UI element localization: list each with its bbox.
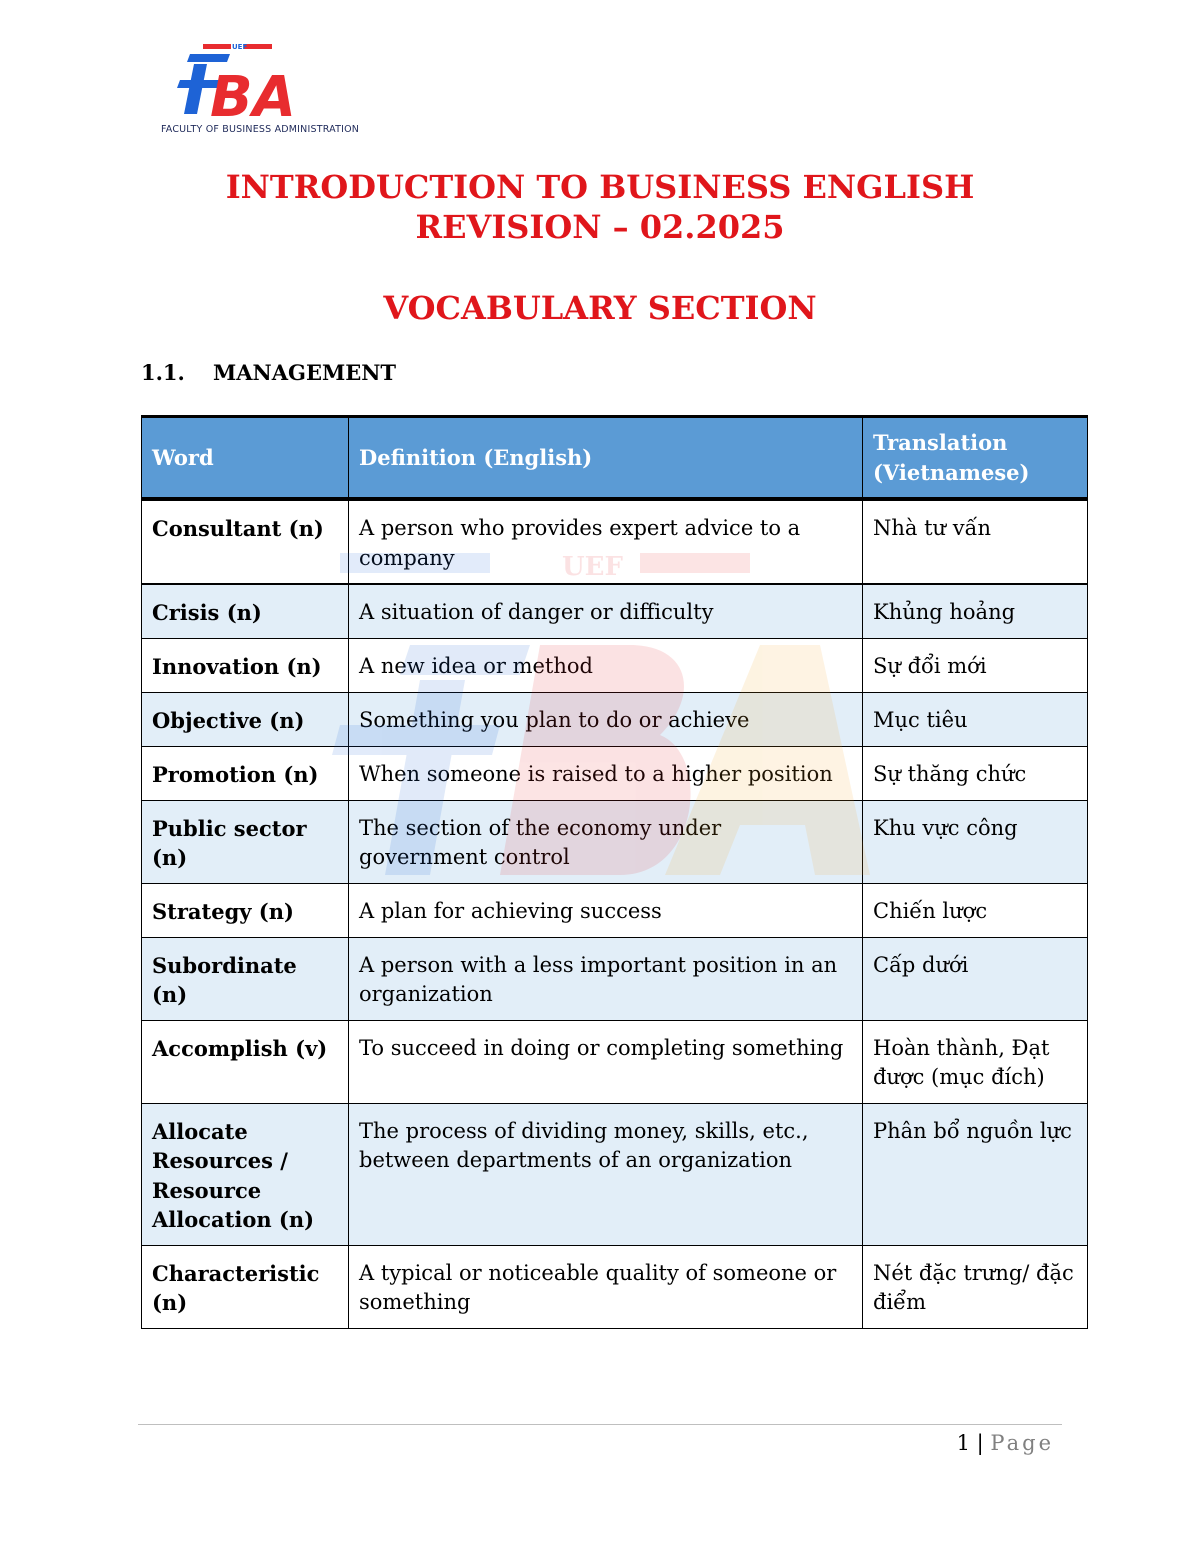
table-row xyxy=(142,692,1088,746)
watermark-tag: UEF xyxy=(562,552,623,582)
definition-cell: A person who provides expert advice to a company xyxy=(349,499,863,584)
document-subtitle: REVISION – 02.2025 xyxy=(415,208,785,246)
header-translation: Translation (Vietnamese) xyxy=(863,417,1088,500)
page-separator: | xyxy=(976,1431,984,1455)
definition-cell: To succeed in doing or completing something xyxy=(349,1020,863,1103)
vocabulary-table xyxy=(141,415,1088,1329)
word-cell: Consultant (n) xyxy=(142,499,349,584)
word-cell: Accomplish (v) xyxy=(142,1020,349,1103)
definition-cell: A new idea or method xyxy=(349,638,863,692)
translation-cell: Cấp dưới xyxy=(863,937,1088,1020)
page-number: 1 xyxy=(956,1431,970,1455)
page-footer xyxy=(957,1428,1054,1458)
table-row xyxy=(142,1245,1088,1328)
table-row xyxy=(142,584,1088,638)
table-row xyxy=(142,800,1088,883)
definition-cell: Something you plan to do or achieve xyxy=(349,692,863,746)
word-cell: Subordinate (n) xyxy=(142,937,349,1020)
section-number: 1.1. xyxy=(141,360,185,385)
header-word: Word xyxy=(142,417,349,500)
logo-letters: BA xyxy=(210,65,297,130)
translation-cell: Chiến lược xyxy=(863,883,1088,937)
word-cell: Public sector (n) xyxy=(142,800,349,883)
table-row xyxy=(142,937,1088,1020)
definition-cell: A person with a less important position in an organization xyxy=(349,937,863,1020)
section-title: VOCABULARY SECTION xyxy=(383,289,817,327)
word-cell: Strategy (n) xyxy=(142,883,349,937)
definition-cell: When someone is raised to a higher position xyxy=(349,746,863,800)
table-row xyxy=(142,746,1088,800)
definition-cell: A plan for achieving success xyxy=(349,883,863,937)
translation-cell: Sự thăng chức xyxy=(863,746,1088,800)
table-row xyxy=(142,1103,1088,1245)
header-definition: Definition (English) xyxy=(349,417,863,500)
logo-tag: UEF xyxy=(232,43,248,51)
translation-cell: Nhà tư vấn xyxy=(863,499,1088,584)
table-row xyxy=(142,883,1088,937)
table-row xyxy=(142,638,1088,692)
table-row xyxy=(142,1020,1088,1103)
word-cell: Objective (n) xyxy=(142,692,349,746)
word-cell: Characteristic (n) xyxy=(142,1245,349,1328)
footer-divider xyxy=(138,1424,1062,1425)
definition-cell: The process of dividing money, skills, etc., between departments of an organization xyxy=(349,1103,863,1245)
translation-cell: Nét đặc trưng/ đặc điểm xyxy=(863,1245,1088,1328)
translation-cell: Phân bổ nguồn lực xyxy=(863,1103,1088,1245)
word-cell: Allocate Resources / Resource Allocation (n) xyxy=(142,1103,349,1245)
translation-cell: Hoàn thành, Đạt được (mục đích) xyxy=(863,1020,1088,1103)
translation-cell: Khu vực công xyxy=(863,800,1088,883)
table-row xyxy=(142,499,1088,584)
definition-cell: A typical or noticeable quality of someone or something xyxy=(349,1245,863,1328)
word-cell: Innovation (n) xyxy=(142,638,349,692)
translation-cell: Sự đổi mới xyxy=(863,638,1088,692)
document-title: INTRODUCTION TO BUSINESS ENGLISH xyxy=(225,168,975,206)
table-header-row xyxy=(142,417,1088,500)
section-heading xyxy=(141,358,396,388)
definition-cell: A situation of danger or difficulty xyxy=(349,584,863,638)
fba-logo xyxy=(160,38,330,138)
page-label: Page xyxy=(990,1431,1054,1455)
logo-caption: FACULTY OF BUSINESS ADMINISTRATION xyxy=(161,124,360,135)
word-cell: Promotion (n) xyxy=(142,746,349,800)
section-name: MANAGEMENT xyxy=(213,360,397,385)
definition-cell: The section of the economy under government control xyxy=(349,800,863,883)
translation-cell: Mục tiêu xyxy=(863,692,1088,746)
translation-cell: Khủng hoảng xyxy=(863,584,1088,638)
word-cell: Crisis (n) xyxy=(142,584,349,638)
